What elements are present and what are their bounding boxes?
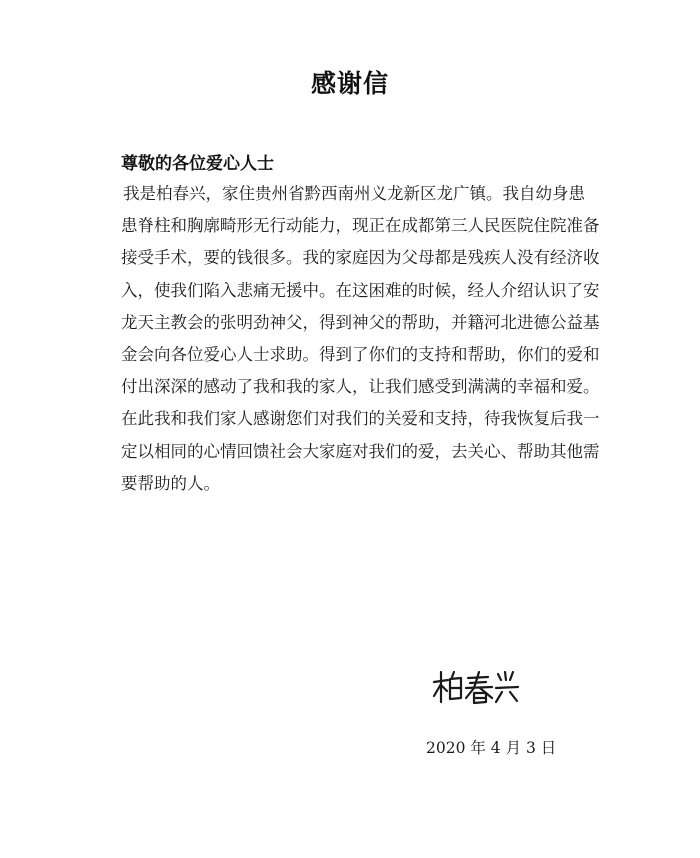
body-line: 定以相同的心情回馈社会大家庭对我们的爱，去关心、帮助其他需 bbox=[121, 441, 600, 461]
body-line: 我是柏春兴，家住贵州省黔西南州义龙新区龙广镇。我自幼身患 bbox=[123, 184, 585, 203]
body-line: 金会向各位爱心人士求助。得到了你们的支持和帮助，你们的爱和 bbox=[121, 344, 600, 364]
salutation: 尊敬的各位爱心人士 bbox=[121, 154, 274, 174]
body-line: 患脊柱和胸廓畸形无行动能力，现正在成都第三人民医院住院准备 bbox=[121, 216, 600, 236]
handwritten-signature bbox=[430, 668, 520, 708]
letter-date: 2020 年 4 月 3 日 bbox=[426, 739, 557, 757]
body-line: 入，使我们陷入悲痛无援中。在这困难的时候，经人介绍认识了安 bbox=[121, 280, 600, 300]
body-line: 在此我和我们家人感谢您们对我们的关爱和支持，待我恢复后我一 bbox=[121, 409, 600, 429]
body-line: 要帮助的人。 bbox=[121, 473, 220, 493]
body-line: 付出深深的感动了我和我的家人，让我们感受到满满的幸福和爱。 bbox=[121, 377, 600, 397]
body-line: 接受手术，要的钱很多。我的家庭因为父母都是残疾人没有经济收 bbox=[121, 248, 600, 268]
body-line: 龙天主教会的张明劲神父，得到神父的帮助，并籍河北进德公益基 bbox=[121, 312, 600, 332]
letter-body bbox=[121, 178, 600, 500]
letter-title: 感谢信 bbox=[310, 69, 389, 98]
